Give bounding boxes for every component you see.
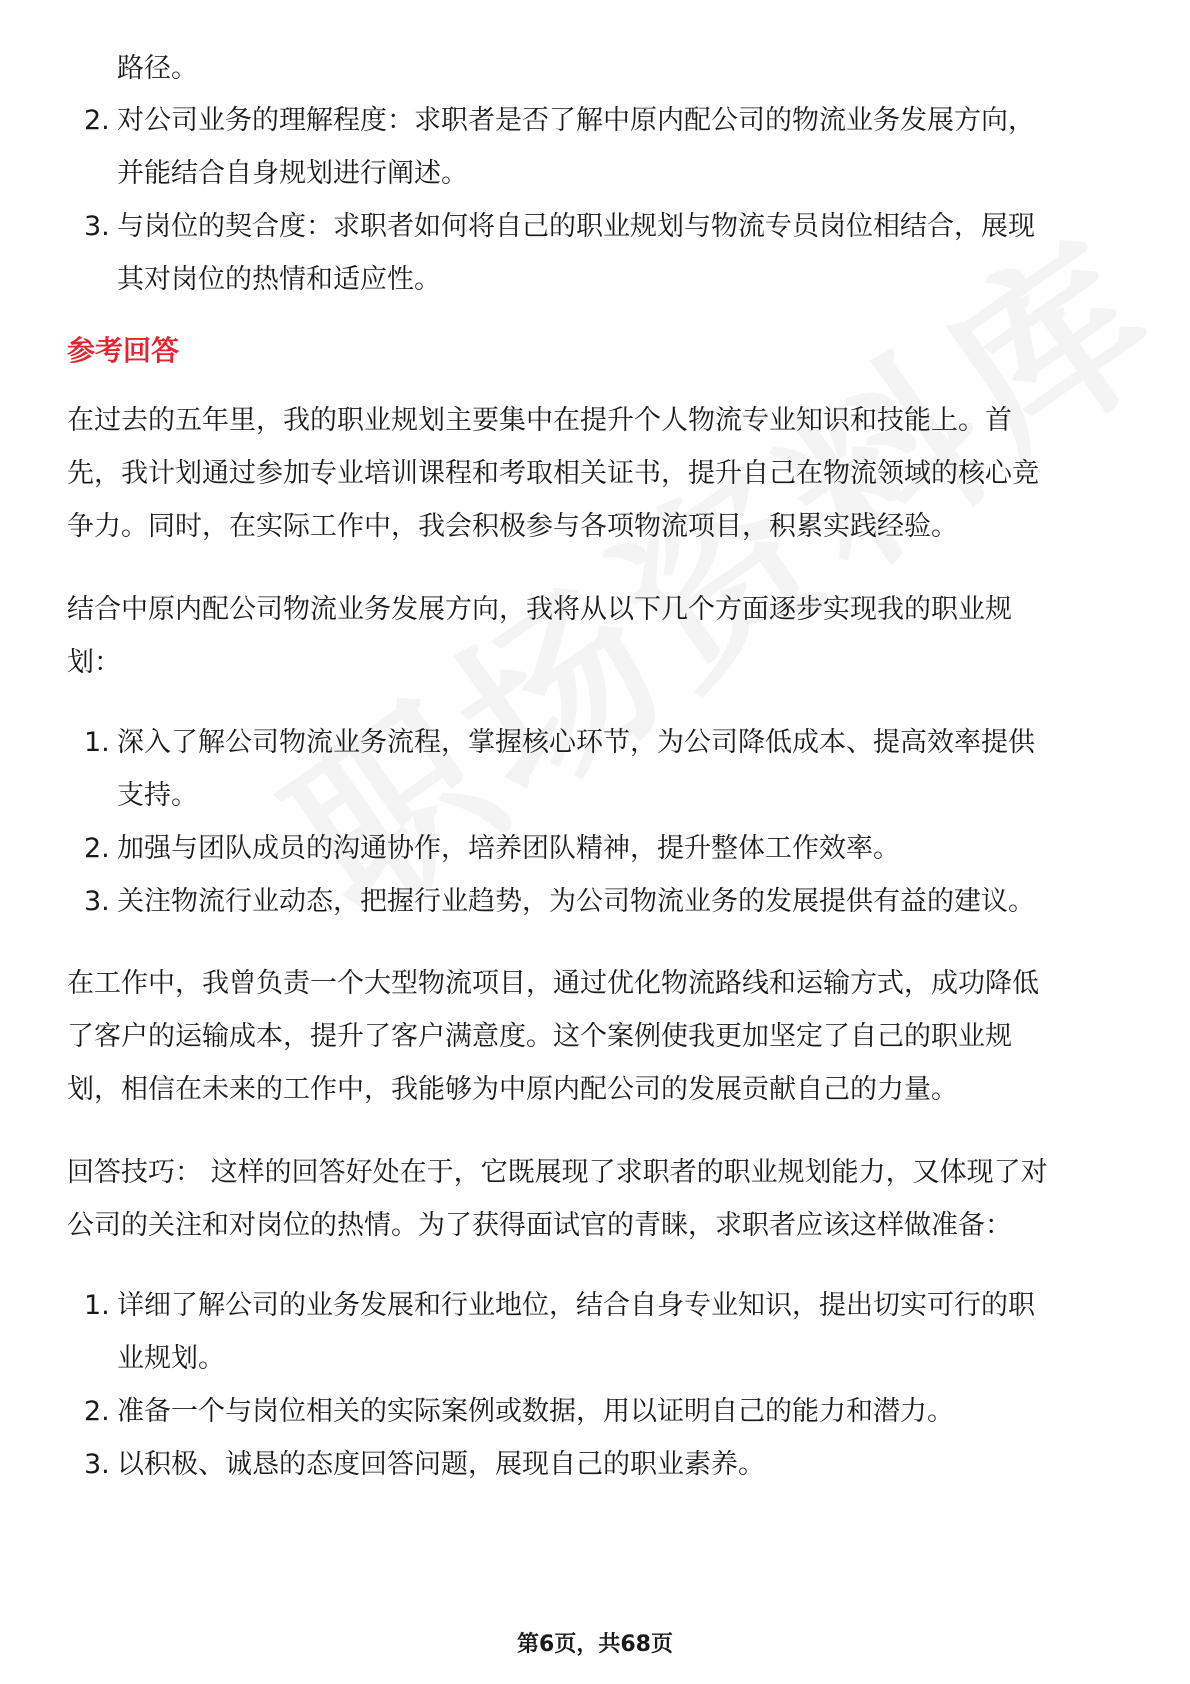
criteria-item-line: 并能结合自身规划进行阐述。 — [117, 158, 468, 189]
prep-item-line: 详细了解公司的业务发展和行业地位，结合自身专业知识，提出切实可行的职 — [117, 1290, 1035, 1321]
criteria-number: 3. — [84, 211, 110, 242]
plan-number: 1. — [84, 727, 110, 758]
paragraph-line: 先，我计划通过参加专业培训课程和考取相关证书，提升自己在物流领域的核心竞 — [67, 458, 1039, 489]
paragraph-line: 划，相信在未来的工作中，我能够为中原内配公司的发展贡献自己的力量。 — [67, 1074, 958, 1105]
plan-number: 2. — [84, 833, 110, 864]
prep-item-line: 以积极、诚恳的态度回答问题，展现自己的职业素养。 — [117, 1449, 765, 1480]
paragraph-line: 在过去的五年里，我的职业规划主要集中在提升个人物流专业知识和技能上。首 — [67, 405, 1012, 436]
paragraph-line: 划： — [67, 647, 121, 678]
paragraph-line: 了客户的运输成本，提升了客户满意度。这个案例使我更加坚定了自己的职业规 — [67, 1021, 1012, 1052]
prep-number: 2. — [84, 1396, 110, 1427]
tips-line: 回答技巧： 这样的回答好处在于，它既展现了求职者的职业规划能力，又体现了对 — [67, 1157, 1048, 1188]
plan-item-line: 深入了解公司物流业务流程，掌握核心环节，为公司降低成本、提高效率提供 — [117, 727, 1035, 758]
prep-item-line: 业规划。 — [117, 1343, 225, 1374]
page-footer: 第6页，共68页 — [517, 1632, 673, 1657]
prep-number: 1. — [84, 1290, 110, 1321]
plan-item-line: 关注物流行业动态，把握行业趋势，为公司物流业务的发展提供有益的建议。 — [117, 886, 1035, 917]
plan-item-line: 加强与团队成员的沟通协作，培养团队精神，提升整体工作效率。 — [117, 833, 900, 864]
prep-item-line: 准备一个与岗位相关的实际案例或数据，用以证明自己的能力和潜力。 — [117, 1396, 954, 1427]
criteria-item-line: 对公司业务的理解程度：求职者是否了解中原内配公司的物流业务发展方向， — [117, 105, 1035, 136]
prep-number: 3. — [84, 1449, 110, 1480]
plan-number: 3. — [84, 886, 110, 917]
paragraph-line: 在工作中，我曾负责一个大型物流项目，通过优化物流路线和运输方式，成功降低 — [67, 968, 1039, 999]
section-heading: 参考回答 — [67, 334, 180, 367]
paragraph-line: 争力。同时，在实际工作中，我会积极参与各项物流项目，积累实践经验。 — [67, 511, 958, 542]
criteria-number: 2. — [84, 105, 110, 136]
paragraph-line: 结合中原内配公司物流业务发展方向，我将从以下几个方面逐步实现我的职业规 — [67, 594, 1012, 625]
intro-tail-text: 路径。 — [117, 53, 198, 84]
tips-line: 公司的关注和对岗位的热情。为了获得面试官的青睐，求职者应该这样做准备： — [67, 1210, 1012, 1241]
criteria-item-line: 与岗位的契合度：求职者如何将自己的职业规划与物流专员岗位相结合，展现 — [117, 211, 1035, 242]
plan-item-line: 支持。 — [117, 780, 198, 811]
criteria-item-line: 其对岗位的热情和适应性。 — [117, 264, 441, 295]
